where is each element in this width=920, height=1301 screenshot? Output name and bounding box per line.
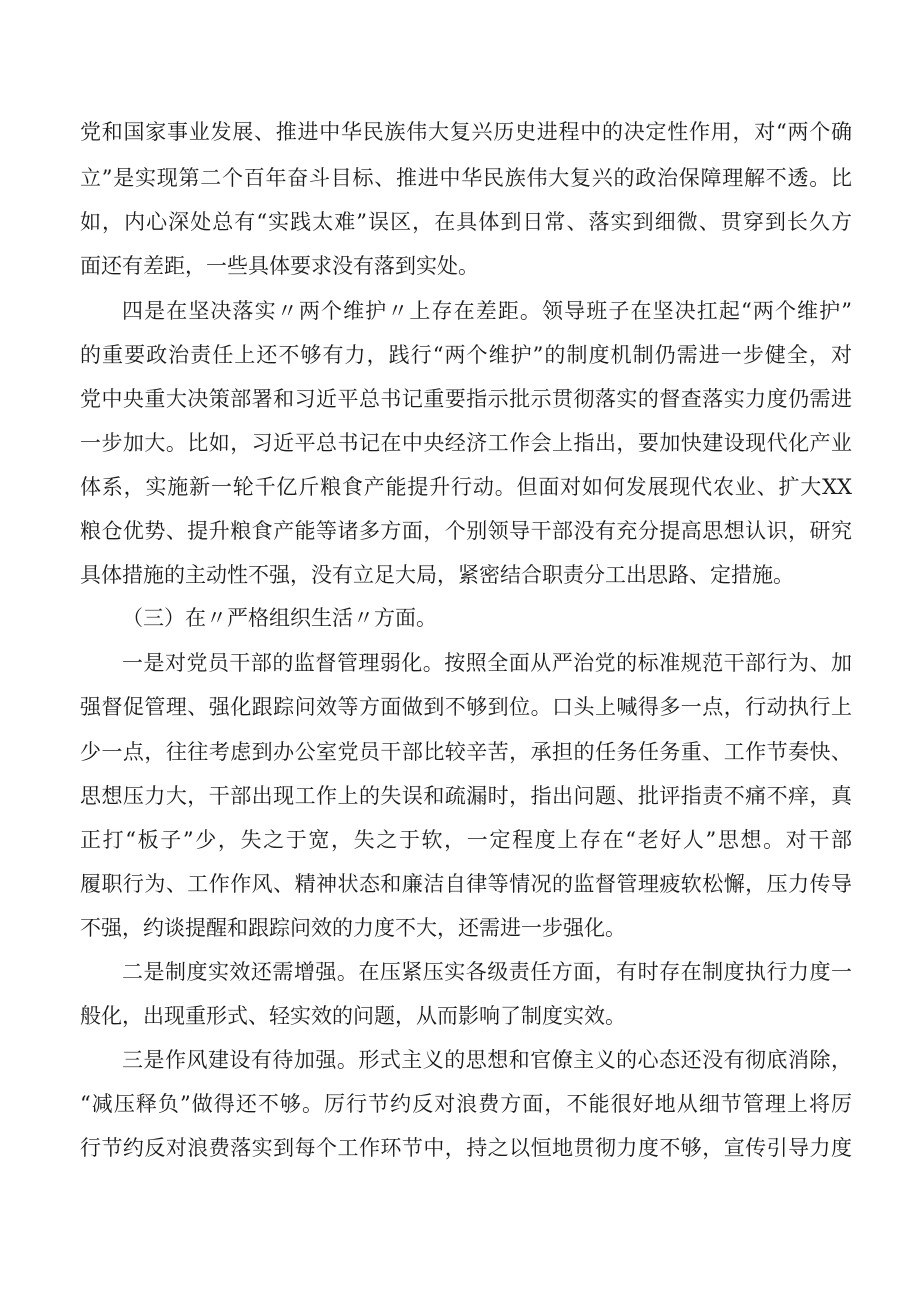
paragraph-line: 二是制度实效还需增强。在压紧压实各级责任方面，有时存在制度执行力度一	[122, 960, 852, 984]
paragraph-line: 一步加大。比如，习近平总书记在中央经济工作会上指出，要加快建设现代化产业	[80, 431, 852, 455]
paragraph-line: 思想压力大，干部出现工作上的失误和疏漏时，指出问题、批评指责不痛不痒，真	[80, 784, 852, 808]
paragraph-line: 立”是实现第二个百年奋斗目标、推进中华民族伟大复兴的政治保障理解不透。比	[80, 166, 852, 190]
paragraph-line: 强督促管理、强化跟踪问效等方面做到不够到位。口头上喊得多一点，行动执行上	[80, 695, 852, 719]
paragraph-line: 正打“板子”少，失之于宽，失之于软，一定程度上存在“老好人”思想。对干部	[80, 828, 852, 852]
paragraph-line: 履职行为、工作作风、精神状态和廉洁自律等情况的监督管理疲软松懈，压力传导	[80, 872, 852, 896]
paragraph-line: 不强，约谈提醒和跟踪问效的力度不大，还需进一步强化。	[80, 916, 626, 940]
paragraph-line: 体系，实施新一轮千亿斤粮食产能提升行动。但面对如何发展现代农业、扩大XX	[80, 475, 852, 499]
paragraph-line: 四是在坚决落实〃两个维护〃上存在差距。领导班子在坚决扛起“两个维护”	[122, 299, 852, 323]
paragraph-line: 行节约反对浪费落实到每个工作环节中，持之以恒地贯彻力度不够，宣传引导力度	[80, 1136, 852, 1160]
paragraph-line: 面还有差距，一些具体要求没有落到实处。	[80, 254, 479, 278]
paragraph-line: 少一点，往往考虑到办公室党员干部比较辛苦，承担的任务任务重、工作节奏快、	[80, 740, 852, 764]
paragraph-line: 三是作风建设有待加强。形式主义的思想和官僚主义的心态还没有彻底消除，	[122, 1048, 852, 1072]
paragraph-line: “减压释负”做得还不够。厉行节约反对浪费方面，不能很好地从细节管理上将厉	[80, 1092, 852, 1116]
section-heading: （三）在〃严格组织生活〃方面。	[122, 606, 437, 630]
paragraph-line: 般化，出现重形式、轻实效的问题，从而影响了制度实效。	[80, 1004, 626, 1028]
paragraph-line: 粮仓优势、提升粮食产能等诸多方面，个别领导干部没有充分提高思想认识，研究	[80, 519, 852, 543]
paragraph-line: 一是对党员干部的监督管理弱化。按照全面从严治党的标准规范干部行为、加	[122, 651, 852, 675]
paragraph-line: 的重要政治责任上还不够有力，践行“两个维护”的制度机制仍需进一步健全，对	[80, 343, 852, 367]
paragraph-line: 如，内心深处总有“实践太难”误区，在具体到日常、落实到细微、贯穿到长久方	[80, 210, 852, 234]
paragraph-line: 党和国家事业发展、推进中华民族伟大复兴历史进程中的决定性作用，对“两个确	[80, 120, 852, 144]
paragraph-line: 具体措施的主动性不强，没有立足大局，紧密结合职责分工出思路、定措施。	[80, 563, 794, 587]
paragraph-line: 党中央重大决策部署和习近平总书记重要指示批示贯彻落实的督查落实力度仍需进	[80, 387, 852, 411]
